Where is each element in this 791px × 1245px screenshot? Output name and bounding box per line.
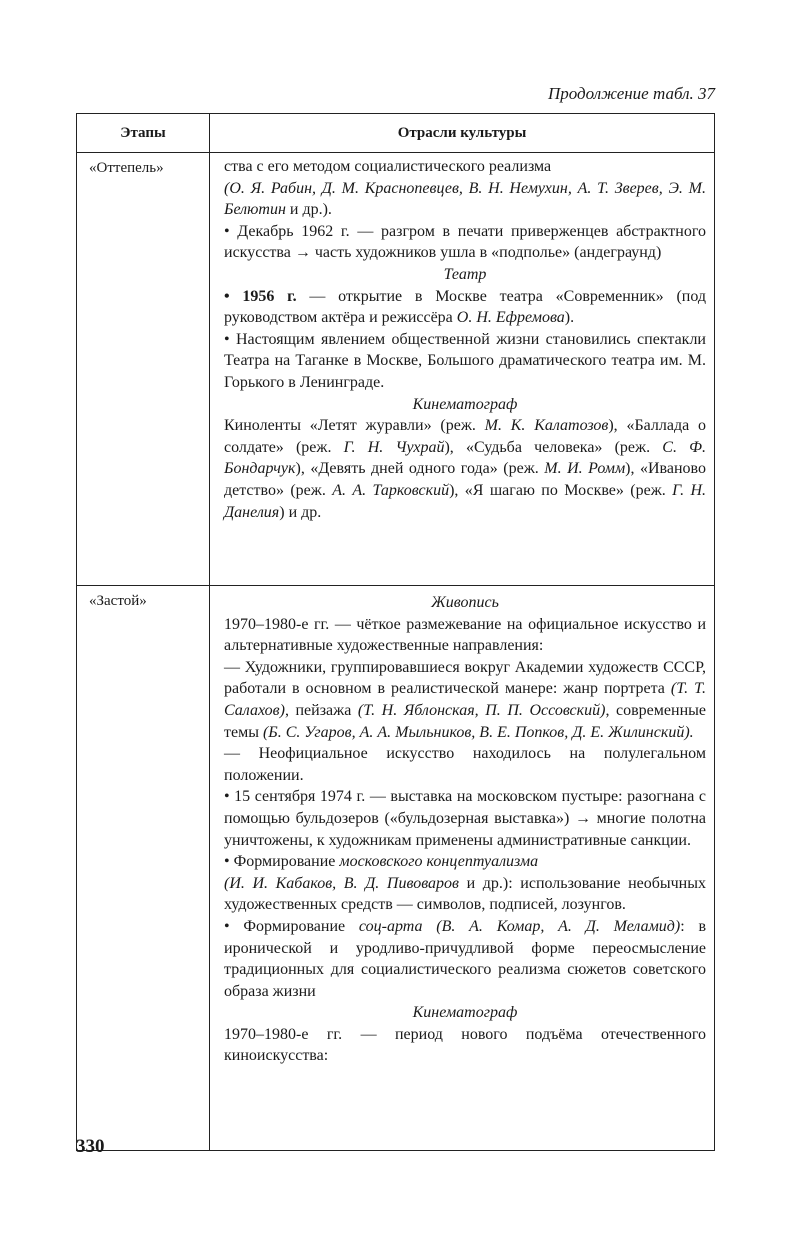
stage-label: «Оттепель» <box>77 153 210 586</box>
text-block <box>224 657 706 743</box>
date-bold: • 1956 г. <box>224 287 297 305</box>
text-block <box>224 178 706 221</box>
table-row <box>77 586 715 1151</box>
text-span: ), «Баллада о солдате» (реж. <box>224 417 707 456</box>
text-block: 1970–1980-е гг. — период нового подъёма отечественного киноискусства: <box>224 1025 706 1065</box>
stage-content <box>210 586 715 1151</box>
table-row <box>77 153 715 586</box>
stage-label: «Застой» <box>77 586 210 1151</box>
subheading-theatre: Театр <box>443 265 487 283</box>
text-span: и др.): использование необычных художественных средств — символов, подписей, лозунгов. <box>224 874 706 914</box>
text-block: • Настоящим явлением общественной жизни становились спектакли Театра на Таганке в Москве, Большого драматического театра им. М. Горького в Ленинграде. <box>224 330 706 391</box>
names-italic: Г. Н. Данелия <box>224 481 707 521</box>
text-span: • Формирование <box>224 853 340 871</box>
names-italic: М. И. Ромм <box>544 460 626 478</box>
text-span: • Формирование <box>224 917 359 935</box>
text-span: ), «Я шагаю по Москве» (реж. <box>449 481 673 499</box>
text-block: 1970–1980-е гг. — чёткое размежевание на официальное искусство и альтернативные художественные направления: <box>224 615 706 655</box>
continuation-title: Продолжение табл. 37 <box>547 84 715 103</box>
text-block <box>224 916 706 1002</box>
names-italic: (Т. Т. Салахов) <box>224 680 707 719</box>
names-italic: М. К. Калатозов <box>484 417 609 435</box>
text-span: : в иронической и уродливо-причудливой форме переосмысление традиционных для социалистического реализма сюжетов советского образа жизни <box>224 917 707 1000</box>
text-block <box>224 286 706 329</box>
subheading-painting: Живопись <box>431 594 499 611</box>
names-italic: (И. И. Кабаков, В. Д. Пивоваров <box>224 874 459 892</box>
names-italic: (О. Я. Рабин, Д. М. Краснопевцев, В. Н. Немухин, А. Т. Зверев, Э. М. Белютин <box>224 179 706 219</box>
text-block: • 15 сентября 1974 г. — выставка на московском пустыре: разогнана с помощью бульдозеров («бульдозерная выставка») → многие полотна уничтожены, к художникам применены административные санкции. <box>224 788 706 849</box>
text-span: , пейзажа <box>284 701 358 719</box>
names-italic: С. Ф. Бондарчук <box>224 438 706 478</box>
stage-content <box>210 153 715 586</box>
text-span: — открытие в Москве театра «Современник» (под руководством актёра и режиссёра <box>224 287 707 327</box>
names-italic: (Т. Н. Яблонская, П. П. Оссовский) <box>357 701 606 719</box>
text-span: — Художники, группировавшиеся вокруг Академии художеств СССР, работали в основном в реалистической манере: жанр портрета <box>224 658 706 698</box>
text-span: ), «Девять дней одного года» (реж. <box>295 460 545 478</box>
names-italic: (Б. С. Угаров, А. А. Мыльников, В. Е. Попков, Д. Е. Жилинский). <box>262 723 694 741</box>
page-number: 330 <box>76 1136 105 1157</box>
header-stages: Этапы <box>77 114 210 153</box>
header-branches: Отрасли культуры <box>210 114 715 153</box>
names-italic: Г. Н. Чухрай <box>343 438 445 456</box>
term-italic: московского концептуализма <box>339 853 539 871</box>
subheading-cinema: Кинематограф <box>412 1004 518 1022</box>
text-block: — Неофициальное искусство находилось на полулегальном положении. <box>224 745 706 784</box>
text-span: , современные темы <box>224 701 706 741</box>
names-italic: (В. А. Комар, А. Д. Меламид) <box>422 917 681 935</box>
names-italic: А. А. Тарковский <box>332 481 450 499</box>
names-italic: О. Н. Ефремова <box>456 309 565 327</box>
text-block <box>224 851 706 916</box>
text-span: и др.). <box>285 201 332 219</box>
text-span: ) и др. <box>279 503 322 521</box>
subheading-cinema: Кинематограф <box>412 395 518 413</box>
text-block <box>224 415 706 523</box>
text-span: ), «Судьба человека» (реж. <box>444 438 663 456</box>
text-block: • Декабрь 1962 г. — разгром в печати приверженцев абстрактного искусства → часть художников ушла в «подполье» (андеграунд) <box>224 222 706 262</box>
table-header-row <box>77 114 715 153</box>
term-italic: соц-арта <box>358 917 423 935</box>
culture-table <box>76 113 715 1151</box>
text-span: Киноленты «Летят журавли» (реж. <box>224 417 485 435</box>
text-span: ). <box>564 309 575 327</box>
text-block: ства с его методом социалистического реализма <box>224 158 552 175</box>
text-span: ), «Иваново детство» (реж. <box>224 460 706 499</box>
